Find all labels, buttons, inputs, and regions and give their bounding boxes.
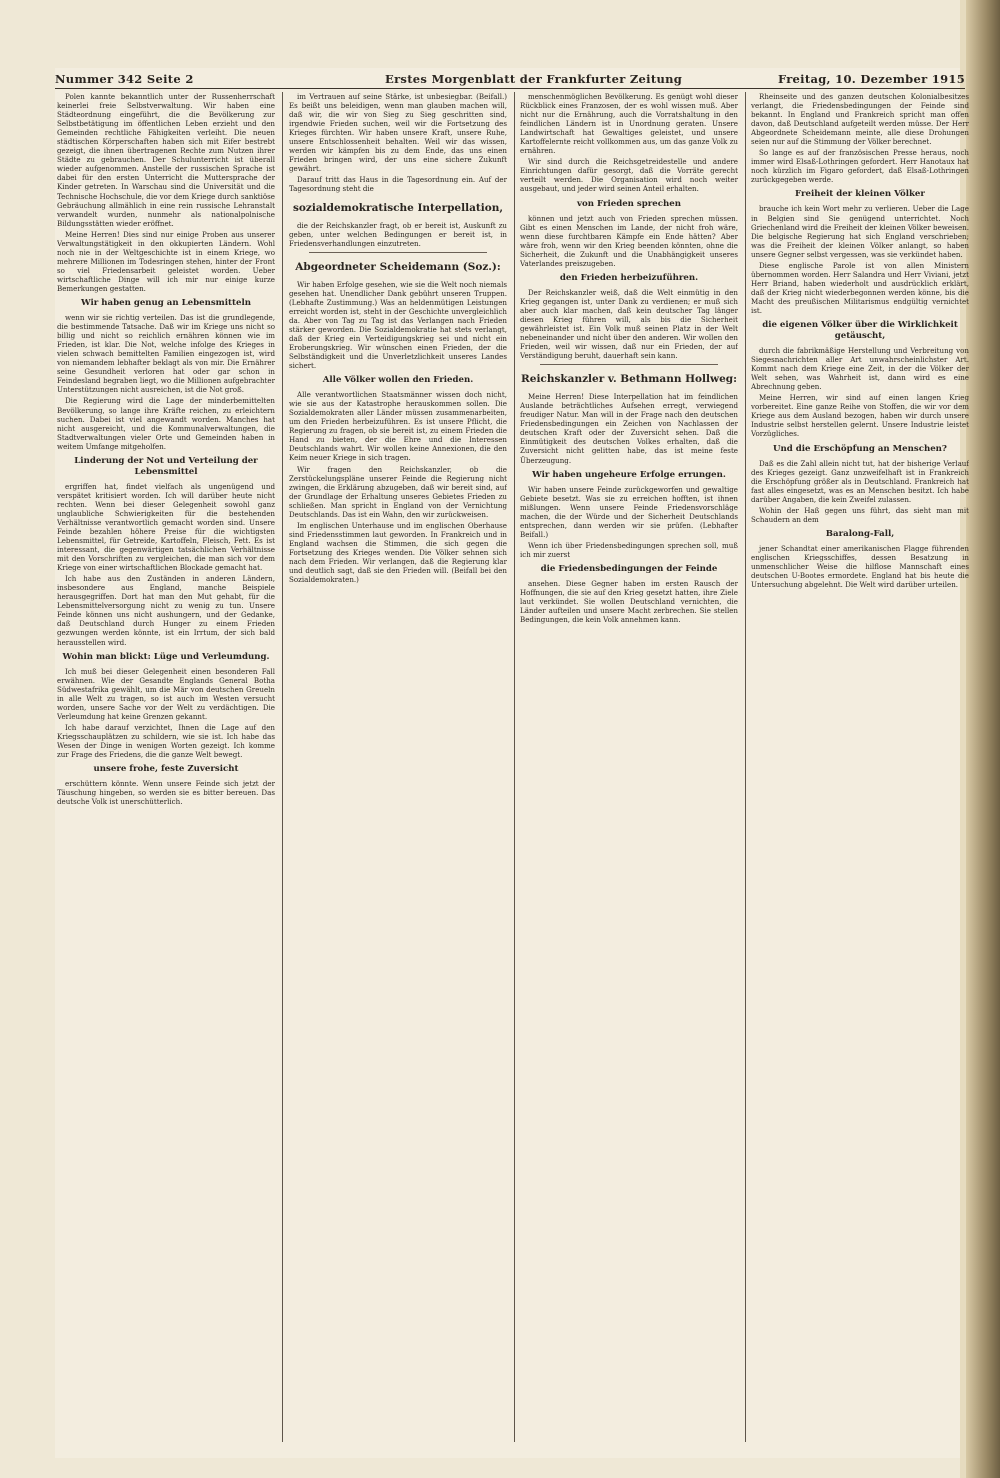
article-paragraph: Alle verantwortlichen Staatsmänner wissen doch nicht, wie sie aus der Katastrophe herauskommen sollen. Die Sozialdemokraten aller Länder müssen zusammenarbeiten, um den Frieden herbeizuführen. Es ist unsere Pflicht, die Regierung zu fragen, ob sie bereit ist, zu einem Frieden die Hand zu bieten, der die Ehre und die Interessen Deutschlands wahrt. Wir wollen keine Annexionen, die den Keim neuer Kriege in sich tragen. (289, 390, 507, 463)
article-paragraph: Im englischen Unterhause und im englischen Oberhause sind Friedensstimmen laut geworden. In Frankreich und in England wachsen die Stimmen, die sich gegen die Fortsetzung des Krieges wenden. Die Völker sehnen sich nach dem Frieden. Wir verlangen, daß die Regierung klar und deutlich sagt, daß sie den Frieden will. (Beifall bei den Sozialdemokraten.) (289, 520, 507, 585)
masthead (55, 72, 965, 89)
column-1 (57, 92, 275, 1442)
section-heading: unsere frohe, feste Zuversicht (93, 764, 239, 775)
article-paragraph: Darauf tritt das Haus in die Tagesordnung ein. Auf der Tagesordnung steht die (289, 175, 507, 194)
section-heading: Linderung der Not und Verteilung der Lebensmittel (74, 455, 258, 477)
page-number: Nummer 342 Seite 2 (55, 72, 194, 86)
section-heading: Wohin man blickt: Lüge und Verleumdung. (62, 651, 270, 662)
section-heading: Reichskanzler v. Bethmann Hollweg: (521, 373, 737, 386)
column-divider (514, 92, 515, 1442)
section-heading: Baralong-Fall, (825, 528, 895, 539)
article-paragraph: Ich habe darauf verzichtet, Ihnen die Lage auf den Kriegsschauplätzen zu schildern, wie sie ist. Ich habe das Wesen der Dinge in wenigen Worten gezeigt. Ich komme zur Frage des Friedens, die die ganze Welt bewegt. (57, 722, 275, 759)
section-heading: Und die Erschöpfung an Menschen? (773, 443, 947, 454)
section-heading: Wir haben genug an Lebensmitteln (81, 298, 251, 309)
section-heading: den Frieden herbeizuführen. (559, 272, 699, 283)
article-paragraph: Polen kannte bekanntlich unter der Russenherrschaft keinerlei freie Selbstverwaltung. Wir haben eine Städteordnung eingeführt, die die Bevölkerung zur Selbstbetätigung im öffentlichen Leben erzieht und den Gemeinden rechtliche Fähigkeiten verleiht. Die neuen städtischen Körperschaften haben sich mit Eifer bestrebt gezeigt, die ihnen übertragenen Rechte zum Nutzen ihrer Städte zu gebrauchen. Der Schulunterricht ist überall wieder aufgenommen. Anstelle der russischen Sprache ist dabei für den ersten Unterricht die Muttersprache der Kinder getreten. In Warschau sind die Universität und die Technische Hochschule, die vor dem Kriege durch sanktiöse Gebräuchung allmählich in eine rein russische Lehranstalt verwandelt wurden, nunmehr als nationalpolnische Bildungsstätten wieder eröffnet. (57, 92, 275, 228)
article-paragraph: durch die fabrikmäßige Herstellung und Verbreitung von Siegesnachrichten aller Art unwahrscheinlichster Art. Kommt nach dem Kriege eine Zeit, in der die Völker der Welt sehen, was Wahrheit ist, dann wird es eine Abrechnung geben. (751, 346, 969, 392)
article-paragraph: Meine Herren! Dies sind nur einige Proben aus unserer Verwaltungstätigkeit in den okkupierten Ländern. Wohl noch nie in der Weltgeschichte ist in einem Kriege, wo mehrere Millionen im Todesringen stehen, hinter der Front so viel Friedensarbeit geleistet worden. Ueber wirtschaftliche Dinge will ich mir nur einige kurze Bemerkungen gestatten. (57, 229, 275, 293)
article-paragraph: im Vertrauen auf seine Stärke, ist unbesiegbar. (Beifall.) Es beißt uns beleidigen, wenn man glauben machen will, daß wir, die wir von Sieg zu Sieg geschritten sind, irgendwie Frieden suchen, weil wir die Fortsetzung des Krieges fürchten. Wir haben unsere Kraft, unsere Ruhe, unsere Entschlossenheit behalten. Weil wir das wissen, werden wir kämpfen bis zu dem Ende, das uns einen Frieden bringen wird, der uns eine sichere Zukunft gewährt. (289, 92, 507, 174)
article-paragraph: brauche ich kein Wort mehr zu verlieren. Ueber die Lage in Belgien sind Sie genügend unterrichtet. Noch Griechenland wird die Freiheit der kleinen Völker beweisen. Die belgische Regierung hat sich England verschrieben; was die Freiheit der kleinen Völker anlangt, so haben unsere Gegner selbst vergessen, was sie verkündet haben. (751, 204, 969, 259)
article-paragraph: Wohin der Haß gegen uns führt, das sieht man mit Schaudern an dem (751, 505, 969, 524)
article-paragraph: können und jetzt auch von Frieden sprechen müssen. Gibt es einen Menschen im Lande, der nicht froh wäre, wenn diese furchtbaren Kämpfe ein Ende hätten? Aber wäre froh, wenn wir den Krieg beenden könnten, ohne die Sicherheit, die Zukunft und die Unabhängigkeit unseres Vaterlandes preiszugeben. (520, 213, 738, 268)
article-paragraph: Die Regierung wird die Lage der minderbemittelten Bevölkerung, so lange ihre Kräfte reichen, zu erleichtern suchen. Dabei ist viel angewandt worden. Manches hat nicht ausgereicht, und die Kommunalverwaltungen, die Stadtverwaltungen vieler Orte und Gemeinden haben in weitem Umfange mitgeholfen. (57, 396, 275, 451)
article-paragraph: Meine Herren, wir sind auf einen langen Krieg vorbereitet. Eine ganze Reihe von Stoffen, die wir vor dem Kriege aus dem Ausland bezogen, haben wir durch unsere Industrie selbst herstellen gelernt. Unsere Industrie leistet Vorzügliches. (751, 393, 969, 439)
column-divider (282, 92, 283, 1442)
article-paragraph: Ich muß bei dieser Gelegenheit einen besonderen Fall erwähnen. Wie der Gesandte Englands General Botha Südwestafrika gewählt, um die Mär von deutschen Greueln in alle Welt zu tragen, so ist auch im Westen versucht worden, unsere Sache vor der Welt zu verdächtigen. Die Verleumdung hat keine Grenzen gekannt. (57, 666, 275, 721)
article-paragraph: So lange es auf der französischen Presse heraus, noch immer wird Elsaß-Lothringen gefordert. Herr Hanotaux hat noch kürzlich im Figaro gefordert, daß Elsaß-Lothringen zurückgegeben werde. (751, 148, 969, 185)
issue-date: Freitag, 10. Dezember 1915 (777, 72, 965, 86)
article-paragraph: jener Schandtat einer amerikanischen Flagge führenden englischen Kriegsschiffes, dessen Besatzung in unmenschlicher Weise die hilflose Mannschaft eines deutschen U-Bootes ermordete. England hat bis heute die Untersuchung abgelehnt. Die Welt wird darüber urteilen. (751, 543, 969, 590)
section-heading: von Frieden sprechen (577, 198, 681, 209)
article-paragraph: Daß es die Zahl allein nicht tut, hat der bisherige Verlauf des Krieges gezeigt. Ganz unzweifelhaft ist in Frankreich die Erschöpfung größer als in Deutschland. Frankreich hat fast alles eingesetzt, was es an Menschen besitzt. Ich habe darüber Angaben, die kein Zweifel zulassen. (751, 458, 969, 504)
section-heading: Alle Völker wollen den Frieden. (322, 375, 474, 386)
article-paragraph: Wenn ich über Friedensbedingungen sprechen soll, muß ich mir zuerst (520, 540, 738, 559)
section-heading: Abgeordneter Scheidemann (Soz.): (295, 260, 501, 273)
newspaper-title: Erstes Morgenblatt der Frankfurter Zeitung (385, 72, 683, 86)
article-paragraph: Wir sind durch die Reichsgetreidestelle und andere Einrichtungen dafür gesorgt, daß die Vorräte gerecht verteilt werden. Die Organisation wird noch weiter ausgebaut, und jeder wird seinen Anteil erhalten. (520, 157, 738, 194)
section-heading: Freiheit der kleinen Völker (795, 189, 925, 200)
column-divider (745, 92, 746, 1442)
book-binding (966, 0, 1000, 1478)
article-paragraph: Ich habe aus den Zuständen in anderen Ländern, insbesondere aus England, manche Beispiele herausgegriffen. Dort hat man den Mut gehabt, für die Lebensmittelversorgung nicht zu wenig zu tun. Unsere Feinde können uns nicht aushungern, und der Gedanke, daß Deutschland durch Hunger zu einem Frieden gezwungen werden könnte, ist ein Irrtum, der sich bald herausstellen wird. (57, 574, 275, 647)
article-paragraph: ergriffen hat, findet vielfach als ungenügend und verspätet kritisiert worden. Ich will darüber heute nicht rechten. Wenn bei dieser Gelegenheit sowohl ganz unglaubliche Schwierigkeiten für die bestehenden Verhältnisse verantwortlich gemacht worden sind. Unsere Feinde bezahlen höhere Preise für die wichtigsten Lebensmittel, für Getreide, Kartoffeln, Fleisch, Fett. Es ist interessant, die gegenwärtigen tatsächlichen Verhältnisse mit den Vorschriften zu vergleichen, die man sich vor dem Kriege von einer wirtschaftlichen Blockade gemacht hat. (57, 481, 275, 573)
article-paragraph: Meine Herren! Diese Interpellation hat im feindlichen Auslande beträchtliches Aufsehen erregt, verwiegend freudiger Natur. Man will in der Frage nach den deutschen Friedensbedingungen ein Zeichen von Nachlassen der deutschen Kraft oder der Zuversicht sehen. Daß die Einmütigkeit des deutschen Volkes erhalten, daß die Zuversicht nicht gelitten habe, das ist meine feste Überzeugung. (520, 392, 738, 465)
section-heading: die eigenen Völker über die Wirklichkeit getäuscht, (762, 320, 958, 342)
article-paragraph: ansehen. Diese Gegner haben im ersten Rausch der Hoffnungen, die sie auf den Krieg gesetzt hatten, ihre Ziele laut verkündet. Sie wollen Deutschland vernichten, die Länder aufteilen und unsere Macht zerbrechen. Sie stellen Bedingungen, die kein Volk annehmen kann. (520, 578, 738, 625)
column-2 (289, 92, 507, 1442)
article-paragraph: menschenmöglichen Bevölkerung. Es genügt wohl dieser Rückblick eines Franzosen, der es wohl wissen muß. Aber nicht nur die Ernährung, auch die Vorratshaltung in den feindlichen Ländern ist in Unordnung geraten. Unsere Landwirtschaft hat Gewaltiges geleistet, und unsere Kartoffelernte reicht vollkommen aus, um das ganze Volk zu ernähren. (520, 92, 738, 156)
section-separator (309, 252, 487, 253)
section-heading: sozialdemokratische Interpellation, (292, 201, 504, 214)
article-paragraph: Diese englische Parole ist von allen Ministern übernommen worden. Herr Salandra und Herr Viviani, jetzt Herr Briand, haben wiederholt und ausdrücklich erklärt, daß der Krieg nicht wiederbegonnen werden könne, bis die Macht des preußischen Militarismus endgültig vernichtet ist. (751, 260, 969, 315)
article-paragraph: Wir haben unsere Feinde zurückgeworfen und gewaltige Gebiete besetzt. Was sie zu erreichen hofften, ist ihnen mißlungen. Wenn unsere Feinde Friedensvorschläge machen, die der Würde und der Sicherheit Deutschlands entsprechen, dann werden wir sie prüfen. (Lebhafter Beifall.) (520, 484, 738, 539)
column-3 (520, 92, 738, 1442)
column-4 (751, 92, 969, 1442)
article-paragraph: Wir haben Erfolge gesehen, wie sie die Welt noch niemals gesehen hat. Unendlicher Dank gebührt unseren Truppen. (Lebhafte Zustimmung.) Was an heldenmütigen Leistungen erreicht worden ist, steht in der Geschichte unvergleichlich da. Aber von Tag zu Tag ist das Verlangen nach Frieden stärker geworden. Die Sozialdemokratie hat stets verlangt, daß der Krieg ein Verteidigungskrieg sei und nicht ein Eroberungskrieg. Wir wünschen einen Frieden, der die Selbständigkeit und die Unverletzlichkeit unseres Landes sichert. (289, 279, 507, 371)
article-paragraph: die der Reichskanzler fragt, ob er bereit ist, Auskunft zu geben, unter welchen Bedingungen er bereit ist, in Friedensverhandlungen einzutreten. (289, 220, 507, 248)
section-heading: die Friedensbedingungen der Feinde (540, 563, 718, 574)
section-separator (540, 364, 718, 365)
article-paragraph: erschüttern könnte. Wenn unsere Feinde sich jetzt der Täuschung hingeben, so werden sie es bitter bereuen. Das deutsche Volk ist unerschütterlich. (57, 779, 275, 807)
article-paragraph: Rheinseite und des ganzen deutschen Kolonialbesitzes verlangt, die Friedensbedingungen der Feinde sind bekannt. In England und Frankreich spricht man offen davon, daß Deutschland aufgeteilt werden müsse. Der Herr Abgeordnete Scheidemann meinte, alle diese Drohungen seien nur auf die Stimmung der Völker berechnet. (751, 92, 969, 147)
article-paragraph: wenn wir sie richtig verteilen. Das ist die grundlegende, die bestimmende Tatsache. Daß wir im Kriege uns nicht so billig und nicht so reichlich ernähren können wie im Frieden, ist klar. Die Not, welche infolge des Krieges in vielen schwach bemittelten Familien eingezogen ist, wird von niemandem lebhafter beklagt als von mir. Die Ernährer seine Gesundheit verloren hat oder gar schon in Feindesland begraben liegt, wo die Millionen aufgebrachter Unterstützungen nicht ausreichen, ist die Not groß. (57, 313, 275, 395)
section-heading: Wir haben ungeheure Erfolge errungen. (532, 469, 726, 480)
article-paragraph: Der Reichskanzler weiß, daß die Welt einmütig in den Krieg gegangen ist, unter Dank zu verdienen; er muß sich aber auch klar machen, daß kein deutscher Tag länger diesen Krieg führen will, als bis die Sicherheit gewährleistet ist. Ein Volk muß seinen Platz in der Welt nebeneinander und nicht über den anderen. Wir wollen den Frieden, weil wir wissen, daß nur ein Frieden, der auf Verständigung beruht, dauerhaft sein kann. (520, 287, 738, 361)
article-paragraph: Wir fragen den Reichskanzler, ob die Zerstückelungspläne unserer Feinde die Regierung nicht zwingen, die Erklärung abzugeben, daß wir bereit sind, auf der Grundlage der Erhaltung unseres Gebietes Frieden zu schließen. Man spricht in England von der Vernichtung Deutschlands. Das ist ein Wahn, den wir zurückweisen. (289, 464, 507, 519)
